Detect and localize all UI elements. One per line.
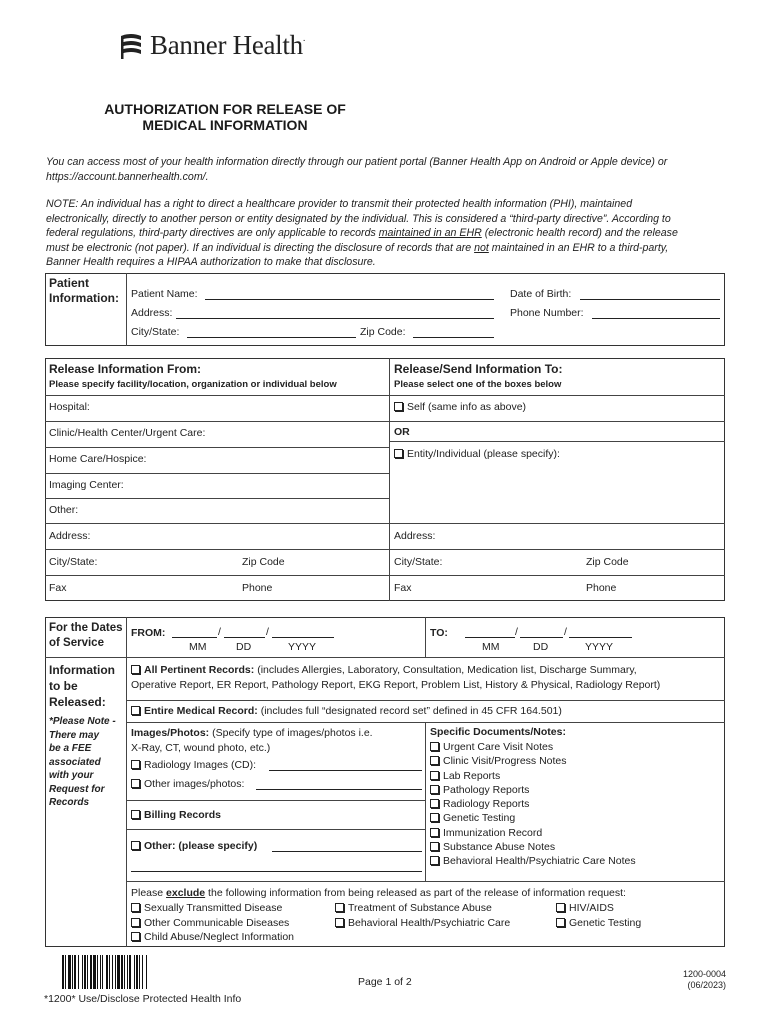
exclude-instruction: Please exclude the following information from being released as part of the release of information request: [131,887,626,899]
to-fax-field[interactable]: Fax [394,582,412,594]
banner-flag-icon [118,32,144,60]
checkbox-icon [131,918,140,927]
from-phone-field[interactable]: Phone [242,582,273,594]
address-label: Address: [131,307,173,319]
exclude-checkbox[interactable]: Behavioral Health/Psychiatric Care [335,917,510,929]
checkbox-icon [430,799,439,808]
specific-doc-checkbox[interactable]: Clinic Visit/Progress Notes [430,754,636,768]
dob-label: Date of Birth: [510,288,572,300]
logo-text: Banner Health [150,30,303,60]
barcode-icon [62,955,184,989]
checkbox-icon [131,665,140,674]
checkbox-icon [394,449,403,458]
fee-note: *Please Note - There may be a FEE associated with your Request for Records [49,716,116,808]
self-checkbox[interactable]: Self (same info as above) [394,401,526,413]
note-line: NOTE: An individual has a right to direct a healthcare provider to transmit their protected health information (PHI), maintained [46,198,633,210]
title-line-1: AUTHORIZATION FOR RELEASE OF [104,101,346,117]
hospital-field[interactable]: Hospital: [49,401,90,413]
to-phone-field[interactable]: Phone [586,582,617,594]
zip-label: Zip Code: [360,326,406,338]
checkbox-icon [430,842,439,851]
release-to-sub: Please select one of the boxes below [394,379,562,390]
checkbox-icon [131,810,140,819]
checkbox-icon [430,742,439,751]
from-zip-field[interactable]: Zip Code [242,556,285,568]
entity-checkbox[interactable]: Entity/Individual (please specify): [394,448,560,460]
other-info-field-2[interactable] [131,871,422,872]
banner-health-logo [118,30,306,61]
patient-name-field[interactable] [205,299,494,300]
page-number: Page 1 of 2 [358,976,412,988]
checkbox-icon [131,932,140,941]
checkbox-icon [430,785,439,794]
from-date-label: FROM: [131,627,166,639]
specific-doc-checkbox[interactable]: Urgent Care Visit Notes [430,740,636,754]
from-month-field[interactable] [172,637,217,638]
billing-records-checkbox[interactable]: Billing Records [131,809,221,821]
other-images-field[interactable] [256,789,422,790]
checkbox-icon [131,903,140,912]
from-address-field[interactable]: Address: [49,530,91,542]
clinic-field[interactable]: Clinic/Health Center/Urgent Care: [49,427,206,439]
checkbox-icon [131,706,140,715]
to-address-field[interactable]: Address: [394,530,436,542]
specific-doc-checkbox[interactable]: Behavioral Health/Psychiatric Care Notes [430,854,636,868]
release-from-sub: Please specify facility/location, organization or individual below [49,379,337,390]
specific-docs-heading: Specific Documents/Notes: [430,726,566,738]
zip-field[interactable] [413,337,494,338]
exclude-checkbox[interactable]: Genetic Testing [556,917,641,929]
intro-paragraph [46,155,667,184]
entire-record-checkbox[interactable]: Entire Medical Record: (includes full “designated record set” defined in 45 CFR 164.501) [131,705,562,717]
exclude-checkbox[interactable]: Treatment of Substance Abuse [335,902,492,914]
dob-field[interactable] [580,299,720,300]
note-line: must be electronic (not paper). If an individual is directing the disclosure of records that are not maintained in an EHR to a third-party, [46,241,669,254]
note-paragraph [46,197,678,270]
to-year-field[interactable] [569,637,632,638]
note-line: federal regulations, third-party directives are only applicable to records maintained in an EHR (electronic health record) and the release [46,227,678,239]
exclude-checkbox[interactable]: Other Communicable Diseases [131,917,289,929]
exclude-checkbox[interactable]: Sexually Transmitted Disease [131,902,282,914]
intro-line-1: You can access most of your health information directly through our patient portal (Banner Health App on Android or Apple device) or [46,156,668,168]
radiology-images-field[interactable] [269,770,422,771]
patient-name-label: Patient Name: [131,288,198,300]
exclude-checkbox[interactable]: HIV/AIDS [556,902,614,914]
or-label: OR [394,426,410,438]
from-city-field[interactable]: City/State: [49,556,98,568]
checkbox-icon [131,841,140,850]
other-field[interactable]: Other: [49,504,79,516]
specific-doc-checkbox[interactable]: Lab Reports [430,769,636,783]
checkbox-icon [430,771,439,780]
other-images-checkbox[interactable]: Other images/photos: [131,778,244,790]
from-day-field[interactable] [224,637,265,638]
other-info-checkbox[interactable]: Other: (please specify) [131,840,257,852]
to-day-field[interactable] [520,637,563,638]
other-info-field[interactable] [272,851,422,852]
phone-field[interactable] [592,318,720,319]
checkbox-icon [131,760,140,769]
logo-trademark: . [302,33,306,44]
radiology-images-checkbox[interactable]: Radiology Images (CD): [131,759,256,771]
specific-docs-list [430,740,636,869]
release-to-heading: Release/Send Information To: [394,362,563,376]
from-year-field[interactable] [272,637,334,638]
form-number: 1200-0004 (06/2023) [682,969,726,990]
checkbox-icon [335,918,344,927]
title-line-2: MEDICAL INFORMATION [142,117,308,133]
specific-doc-checkbox[interactable]: Radiology Reports [430,797,636,811]
checkbox-icon [430,756,439,765]
phone-label: Phone Number: [510,307,584,319]
note-line: Banner Health requires a HIPAA authorization to make that disclosure. [46,256,376,268]
barcode-caption: *1200* Use/Disclose Protected Health Info [44,993,242,1005]
checkbox-icon [430,856,439,865]
home-care-field[interactable]: Home Care/Hospice: [49,453,147,465]
intro-portal-link[interactable]: https://account.bannerhealth.com/. [46,170,209,183]
to-month-field[interactable] [465,637,515,638]
specific-doc-checkbox[interactable]: Substance Abuse Notes [430,840,636,854]
dates-section-label: For the Dates of Service [49,622,123,649]
checkbox-icon [131,779,140,788]
checkbox-icon [556,903,565,912]
from-fax-field[interactable]: Fax [49,582,67,594]
city-field[interactable] [187,337,356,338]
city-label: City/State: [131,326,180,338]
checkbox-icon [430,813,439,822]
all-records-checkbox[interactable]: All Pertinent Records: (includes Allergies, Laboratory, Consultation, Medication list, Discharge Summary, Operative Report, ER Report, Pathology Report, EKG Report, Problem List, History & Physical, Radiology Report) [131,664,661,691]
to-date-label: TO: [430,627,448,639]
specific-doc-checkbox[interactable]: Pathology Reports [430,783,636,797]
to-zip-field[interactable]: Zip Code [586,556,629,568]
address-field[interactable] [176,318,494,319]
to-city-field[interactable]: City/State: [394,556,443,568]
info-section-label: Information to be Released: [49,663,115,709]
checkbox-icon [335,903,344,912]
images-photos-label: Images/Photos: (Specify type of images/photos i.e. X-Ray, CT, wound photo, etc.) [131,727,373,754]
exclude-checkbox[interactable]: Child Abuse/Neglect Information [131,931,294,943]
checkbox-icon [430,828,439,837]
specific-doc-checkbox[interactable]: Immunization Record [430,826,636,840]
checkbox-icon [394,402,403,411]
release-from-heading: Release Information From: [49,362,202,376]
patient-section-label: Patient Information: [49,276,119,305]
form-title [70,101,380,133]
note-line: electronically, directly to another person or entity designated by the individual. This is considered a “third-party directive”. According to [46,212,671,225]
imaging-center-field[interactable]: Imaging Center: [49,479,124,491]
specific-doc-checkbox[interactable]: Genetic Testing [430,811,636,825]
checkbox-icon [556,918,565,927]
